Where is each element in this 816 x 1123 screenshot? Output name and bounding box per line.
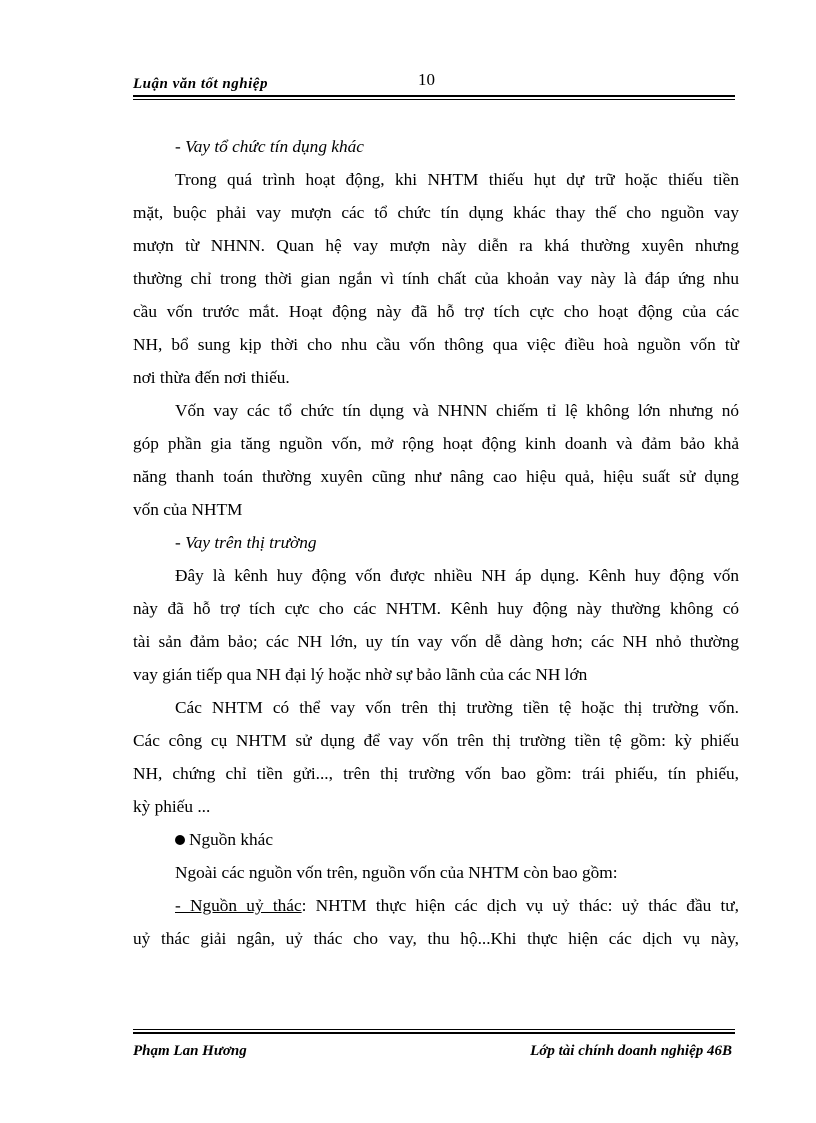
- page-number: 10: [418, 70, 435, 89]
- running-header: Luận văn tốt nghiệp: [133, 76, 268, 92]
- bullet-label: Nguồn khác: [189, 830, 273, 849]
- section-heading: - Vay trên thị trường: [175, 533, 317, 552]
- text-line: mặt, buộc phải vay mượn các tổ chức tín dụng khác thay thế cho nguồn vay: [133, 203, 739, 222]
- text-line: vốn của NHTM: [133, 500, 243, 519]
- footer-rule: [133, 1032, 735, 1034]
- text-line: nơi thừa đến nơi thiếu.: [133, 368, 290, 387]
- text-line: năng thanh toán thường xuyên cũng như nâng cao hiệu quả, hiệu suất sử dụng: [133, 467, 739, 486]
- text-line: góp phần gia tăng nguồn vốn, mở rộng hoạt động kinh doanh và đảm bảo khả: [133, 434, 739, 453]
- text-line: Vốn vay các tổ chức tín dụng và NHNN chiếm tỉ lệ không lớn nhưng nó: [175, 401, 739, 420]
- section-heading: - Vay tổ chức tín dụng khác: [175, 137, 364, 156]
- text-line: tài sản đảm bảo; các NH lớn, uy tín vay vốn dễ dàng hơn; các NH nhỏ thường: [133, 632, 739, 651]
- text-line: kỳ phiếu ...: [133, 797, 211, 816]
- text-line: Đây là kênh huy động vốn được nhiều NH áp dụng. Kênh huy động vốn: [175, 566, 739, 585]
- paragraph: [133, 163, 739, 394]
- footer-author: Phạm Lan Hương: [133, 1043, 247, 1059]
- paragraph: [133, 889, 739, 955]
- page-body: [133, 130, 739, 955]
- header-rule: [133, 95, 735, 97]
- bullet-icon: [175, 835, 185, 845]
- bullet-item: [133, 823, 739, 856]
- text-line: cầu vốn trước mắt. Hoạt động này đã hỗ trợ tích cực cho hoạt động của các: [133, 302, 739, 321]
- text-line: này đã hỗ trợ tích cực cho các NHTM. Kênh huy động này thường không có: [133, 599, 739, 618]
- footer-class: Lớp tài chính doanh nghiệp 46B: [530, 1043, 732, 1059]
- paragraph: [133, 559, 739, 691]
- text-run: : NHTM thực hiện các dịch vụ uỷ thác: uỷ thác đầu tư,: [301, 896, 739, 915]
- footer-rule-thin: [133, 1029, 735, 1030]
- header-rule-thin: [133, 99, 735, 100]
- text-line: thường chỉ trong thời gian ngắn vì tính chất của khoản vay này là đáp ứng nhu: [133, 269, 739, 288]
- text-line: Ngoài các nguồn vốn trên, nguồn vốn của NHTM còn bao gồm:: [175, 863, 618, 882]
- text-line: uỷ thác giải ngân, uỷ thác cho vay, thu hộ...Khi thực hiện các dịch vụ này,: [133, 929, 739, 948]
- text-line: NH, bổ sung kịp thời cho nhu cầu vốn thông qua việc điều hoà nguồn vốn từ: [133, 335, 739, 354]
- text-line: Các công cụ NHTM sử dụng để vay vốn trên thị trường tiền tệ gồm: kỳ phiếu: [133, 731, 739, 750]
- underlined-term: - Nguồn uỷ thác: [175, 896, 302, 915]
- text-line: NH, chứng chỉ tiền gửi..., trên thị trường vốn bao gồm: trái phiếu, tín phiếu,: [133, 764, 739, 783]
- text-line: [133, 889, 739, 922]
- text-line: vay gián tiếp qua NH đại lý hoặc nhờ sự bảo lãnh của các NH lớn: [133, 665, 588, 684]
- text-line: mượn từ NHNN. Quan hệ vay mượn này diễn ra khá thường xuyên nhưng: [133, 236, 739, 255]
- text-line: Các NHTM có thể vay vốn trên thị trường tiền tệ hoặc thị trường vốn.: [175, 698, 739, 717]
- paragraph: [133, 691, 739, 823]
- paragraph: [133, 394, 739, 526]
- text-line: Trong quá trình hoạt động, khi NHTM thiếu hụt dự trữ hoặc thiếu tiền: [175, 170, 739, 189]
